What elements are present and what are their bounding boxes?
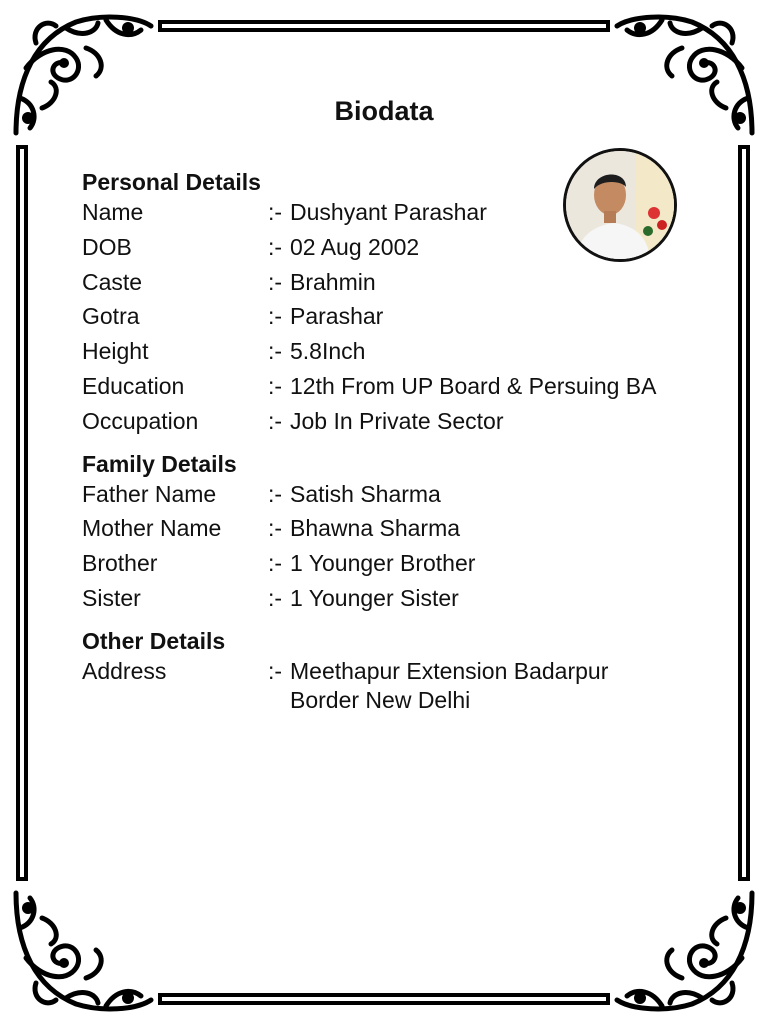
bottom-border-rail (158, 993, 610, 1005)
field-value: 02 Aug 2002 (290, 233, 420, 260)
field-separator: :- (268, 515, 283, 542)
field-label: Caste (82, 268, 143, 295)
field-value: 5.8Inch (290, 338, 366, 365)
field-separator: :- (268, 657, 283, 684)
field-value: 12th From UP Board & Persuing BA (290, 372, 657, 399)
field-separator: :- (268, 268, 283, 295)
detail-row-gotra (82, 302, 682, 331)
section-heading-other: Other Details (82, 627, 226, 654)
corner-ornament-top-left (6, 8, 156, 148)
field-label: Father Name (82, 480, 217, 507)
biodata-content (82, 166, 682, 721)
field-label: Education (82, 372, 185, 399)
detail-row-occupation (82, 407, 682, 436)
field-label: Occupation (82, 407, 199, 434)
field-separator: :- (268, 199, 283, 225)
field-separator: :- (268, 233, 283, 260)
detail-row-mother-name (82, 514, 682, 543)
field-value: Brahmin (290, 268, 376, 295)
field-value: Parashar (290, 303, 384, 330)
corner-ornament-top-right (612, 8, 762, 148)
detail-row-caste (82, 268, 682, 297)
detail-row-dob (82, 233, 682, 262)
field-separator: :- (268, 338, 283, 365)
field-value: Satish Sharma (290, 480, 441, 507)
detail-row-address (82, 657, 682, 715)
field-separator: :- (268, 372, 283, 399)
corner-ornament-bottom-right (612, 878, 762, 1018)
detail-row-education (82, 372, 682, 401)
field-value: 1 Younger Brother (290, 550, 476, 577)
field-separator: :- (268, 584, 283, 611)
field-label: Mother Name (82, 515, 222, 542)
field-label: Height (82, 338, 149, 365)
field-label: Sister (82, 584, 141, 611)
field-separator: :- (268, 407, 283, 434)
field-label: Brother (82, 550, 158, 577)
field-value: Dushyant Parashar (290, 199, 487, 225)
right-border-rail (738, 145, 750, 881)
field-value: 1 Younger Sister (290, 584, 459, 611)
field-label: DOB (82, 233, 132, 260)
detail-row-sister (82, 584, 682, 613)
field-label: Address (82, 657, 167, 684)
field-value: Bhawna Sharma (290, 515, 461, 542)
detail-row-name (82, 198, 682, 227)
field-separator: :- (268, 303, 283, 330)
field-label: Name (82, 199, 144, 225)
detail-row-brother (82, 549, 682, 578)
field-separator: :- (268, 480, 283, 507)
left-border-rail (16, 145, 28, 881)
page-title: Biodata (334, 96, 434, 126)
top-border-rail (158, 20, 610, 32)
section-heading-family: Family Details (82, 450, 237, 477)
field-value: Meethapur Extension Badarpur Border New Delhi (290, 657, 609, 713)
field-label: Gotra (82, 303, 140, 330)
field-separator: :- (268, 550, 283, 577)
field-value: Job In Private Sector (290, 407, 504, 434)
detail-row-father-name (82, 480, 682, 509)
corner-ornament-bottom-left (6, 878, 156, 1018)
detail-row-height (82, 337, 682, 366)
section-heading-personal: Personal Details (82, 169, 261, 195)
